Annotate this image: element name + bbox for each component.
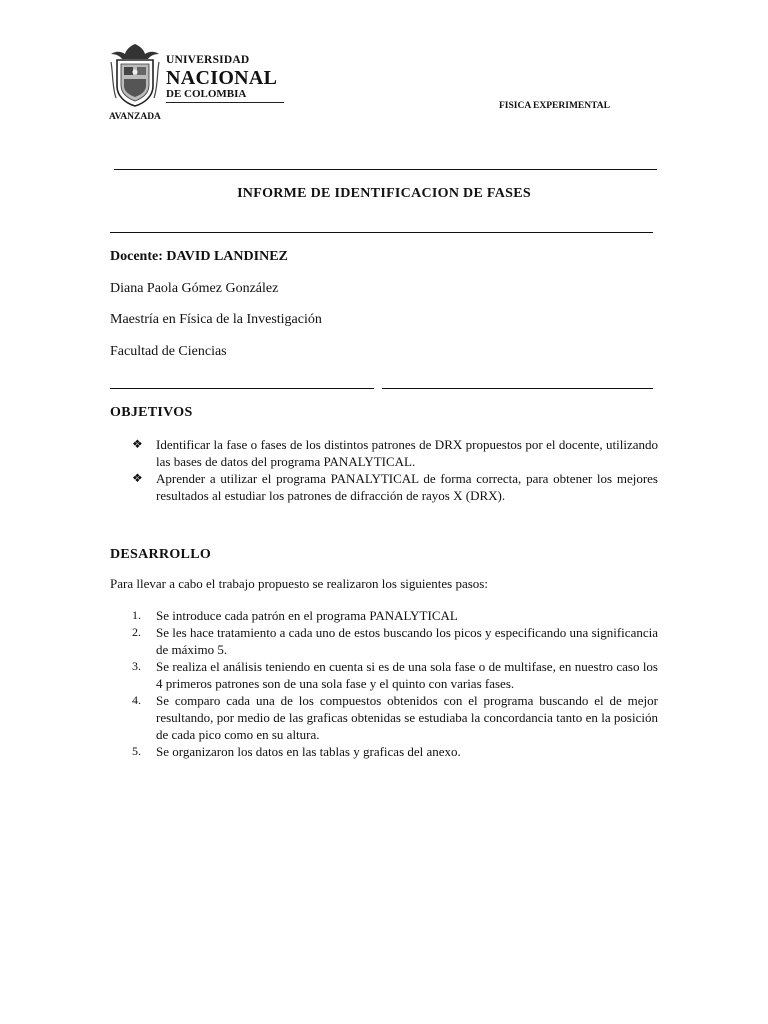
diamond-bullet-icon: ❖: [132, 471, 143, 485]
student-name: Diana Paola Gómez González: [110, 281, 279, 296]
list-item: [132, 436, 658, 470]
step-text: Se les hace tratamiento a cada uno de estos buscando los picos y especificando una significancia de máximo 5.: [156, 625, 658, 657]
divider-left-half: [110, 388, 374, 389]
step-number: 3.: [132, 659, 141, 673]
desarrollo-heading: DESARROLLO: [110, 547, 212, 562]
document-title: INFORME DE IDENTIFICACION DE FASES: [237, 186, 531, 201]
docente-line: [110, 249, 288, 265]
step-text: Se realiza el análisis teniendo en cuenta si es de una sola fase o de multifase, en nuestro caso los 4 primeros patrones son de una sola fase y el quinto con varias fases.: [156, 659, 658, 691]
course-name-left: AVANZADA: [109, 112, 161, 122]
docente-label: Docente:: [110, 249, 163, 264]
divider-top: [114, 169, 657, 170]
step-text: Se comparo cada una de los compuestos obtenidos con el programa buscando el de mejor resultando, por medio de las graficas obtenidas se estudiaba la concordancia tanto en la posición de cada pico como en su altura.: [156, 693, 658, 742]
list-item: [132, 470, 658, 504]
desarrollo-intro: Para llevar a cabo el trabajo propuesto se realizaron los siguientes pasos:: [110, 576, 488, 591]
logo-line-universidad: UNIVERSIDAD: [166, 54, 250, 66]
diamond-bullet-icon: ❖: [132, 437, 143, 451]
course-name-right: FISICA EXPERIMENTAL: [499, 101, 610, 111]
step-text: Se organizaron los datos en las tablas y graficas del anexo.: [156, 744, 461, 759]
step-number: 5.: [132, 744, 141, 758]
divider-right-half: [382, 388, 653, 389]
logo-line-nacional: NACIONAL: [166, 66, 278, 89]
university-seal-icon: [108, 42, 162, 108]
university-logo: [108, 42, 283, 112]
list-item: [132, 692, 658, 743]
desarrollo-steps: [132, 607, 658, 760]
logo-underline: [166, 102, 284, 103]
list-item: [132, 658, 658, 692]
objetivos-list: [132, 436, 658, 504]
program-name: Maestría en Física de la Investigación: [110, 312, 322, 327]
docente-name: DAVID LANDINEZ: [166, 249, 288, 264]
list-item: [132, 743, 658, 760]
step-number: 4.: [132, 693, 141, 707]
objetivo-text: Identificar la fase o fases de los distintos patrones de DRX propuestos por el docente, utilizando las bases de datos del programa PANALYTICAL.: [156, 437, 658, 469]
objetivo-text: Aprender a utilizar el programa PANALYTICAL de forma correcta, para obtener los mejores resultados al estudiar los patrones de difracción de rayos X (DRX).: [156, 471, 658, 503]
divider-under-title: [110, 232, 653, 233]
step-number: 1.: [132, 608, 141, 622]
university-wordmark: [166, 55, 277, 100]
list-item: [132, 624, 658, 658]
step-text: Se introduce cada patrón en el programa PANALYTICAL: [156, 608, 458, 623]
list-item: [132, 607, 658, 624]
faculty-name: Facultad de Ciencias: [110, 344, 227, 359]
step-number: 2.: [132, 625, 141, 639]
logo-line-colombia: DE COLOMBIA: [166, 87, 247, 100]
objetivos-heading: OBJETIVOS: [110, 405, 193, 420]
